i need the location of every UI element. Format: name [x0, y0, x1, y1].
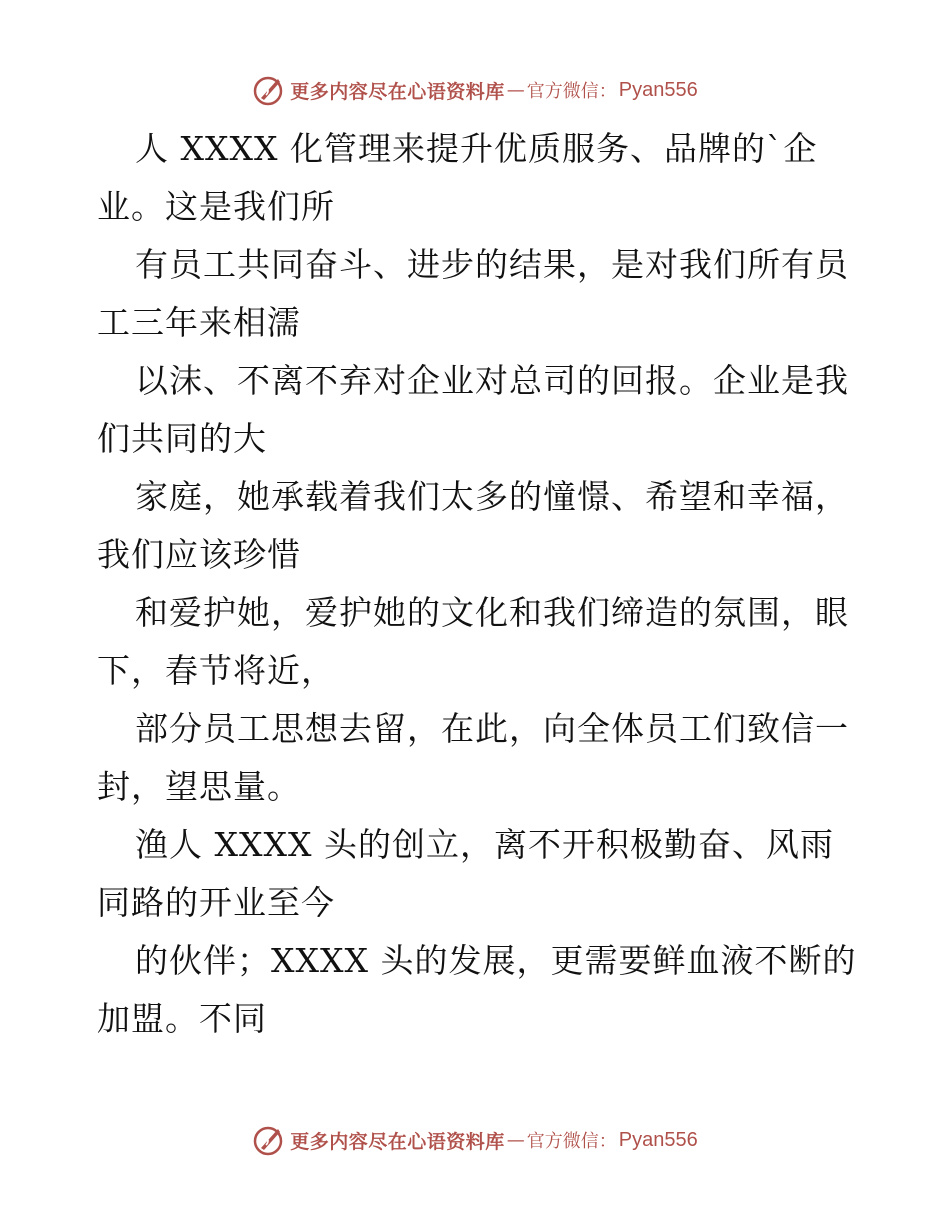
paragraph: 有员工共同奋斗、进步的结果，是对我们所有员工三年来相濡 — [97, 245, 849, 342]
header-official-label: 官方微信： — [526, 81, 617, 102]
paragraph: 部分员工思想去留，在此，向全体员工们致信一封，望思量。 — [97, 709, 849, 806]
document-body — [97, 120, 857, 1048]
footer-separator: — — [506, 1129, 525, 1151]
paragraph: 人 XXXX 化管理来提升优质服务、品牌的`企业。这是我们所 — [97, 129, 818, 226]
paragraph: 的伙伴；XXXX 头的发展，更需要鲜血液不断的加盟。不同 — [97, 941, 857, 1038]
paragraph: 家庭，她承载着我们太多的憧憬、希望和幸福，我们应该珍惜 — [97, 477, 849, 574]
header-separator: — — [506, 79, 525, 101]
footer-site-text: 更多内容尽在心语资料库 — [290, 1130, 505, 1153]
footer-official-label: 官方微信： — [526, 1131, 617, 1152]
quill-pen-logo-icon — [252, 1123, 286, 1157]
footer-wechat-id: Pyan556 — [618, 1128, 698, 1151]
header-site-text: 更多内容尽在心语资料库 — [290, 80, 505, 103]
paragraph: 渔人 XXXX 头的创立，离不开积极勤奋、风雨同路的开业至今 — [97, 825, 834, 922]
paragraph: 以沫、不离不弃对企业对总司的回报。企业是我们共同的大 — [97, 361, 849, 458]
quill-pen-logo-icon — [252, 73, 286, 107]
footer-banner — [0, 1120, 950, 1160]
header-banner — [0, 70, 950, 110]
paragraph: 和爱护她，爱护她的文化和我们缔造的氛围，眼下，春节将近， — [97, 593, 849, 690]
header-wechat-id: Pyan556 — [618, 78, 698, 101]
